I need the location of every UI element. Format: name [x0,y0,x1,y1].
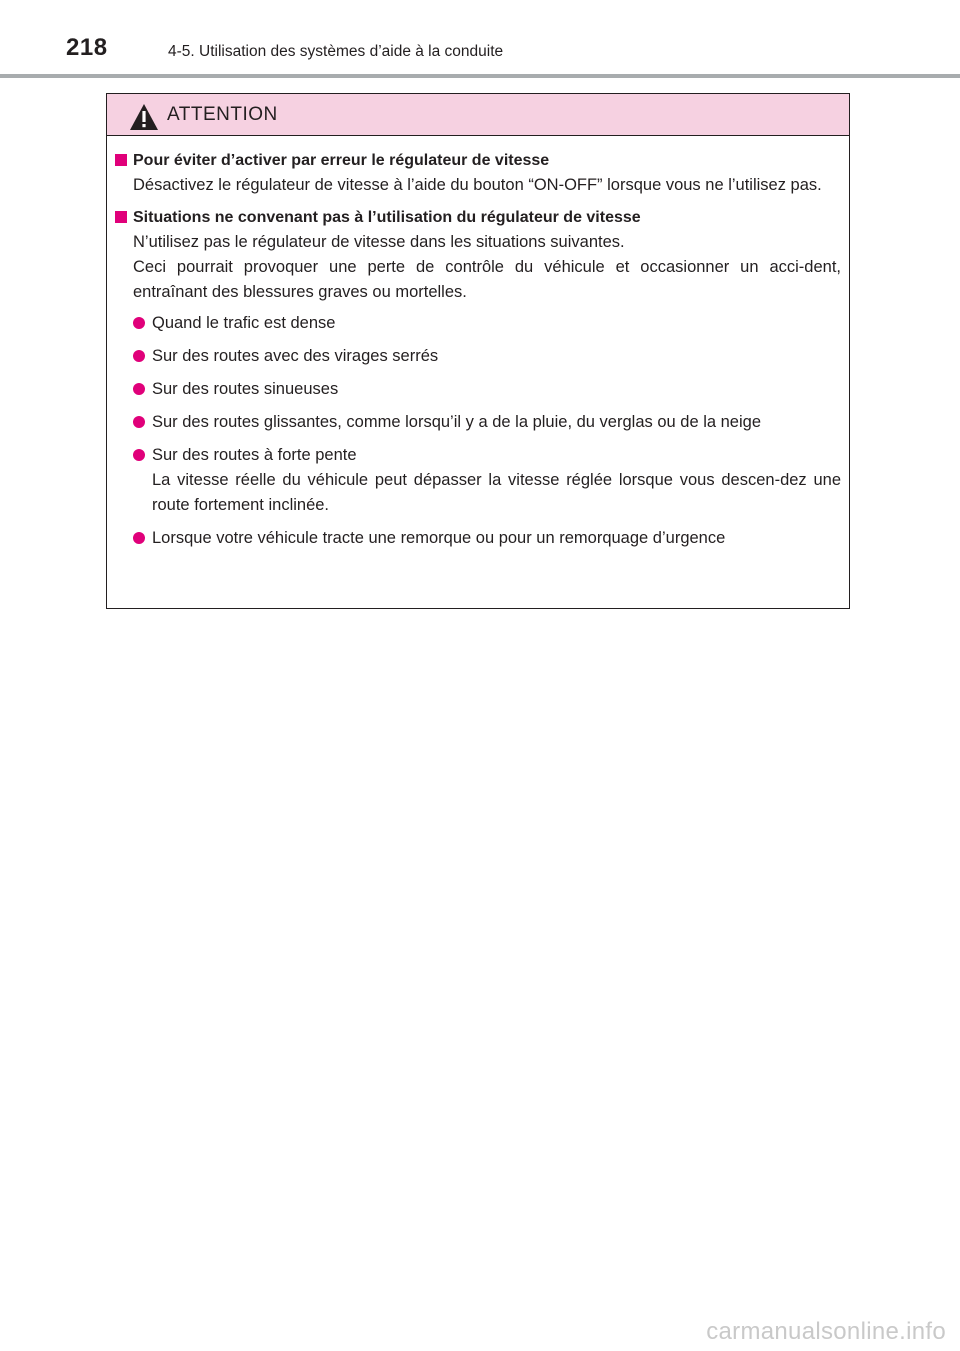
paragraph: N’utilisez pas le régulateur de vitesse dans les situations suivantes. [133,233,625,251]
section-heading-text: Situations ne convenant pas à l’utilisation du régulateur de vitesse [133,209,641,226]
list-item-text: Sur des routes à forte pente [152,446,357,464]
list-item [115,311,841,336]
list-item [115,344,841,369]
paragraph: Désactivez le régulateur de vitesse à l’aide du bouton “ON-OFF” lorsque vous ne l’utilisez pas. [133,176,822,194]
list-item-note: La vitesse réelle du véhicule peut dépasser la vitesse réglée lorsque vous descen-dez une route fortement inclinée. [152,471,841,514]
list-item-text: Quand le trafic est dense [152,314,336,332]
watermark: carmanualsonline.info [706,1318,946,1345]
caution-title: ATTENTION [167,103,278,125]
situation-list [115,311,841,551]
circle-bullet-icon [133,350,145,362]
caution-section-accidental-activation [115,148,841,198]
section-heading [115,205,841,230]
list-item-content [152,443,841,518]
square-bullet-icon [115,211,127,223]
list-item [115,377,841,402]
circle-bullet-icon [133,416,145,428]
caution-body [107,136,849,551]
list-item-text: Sur des routes avec des virages serrés [152,347,439,365]
circle-bullet-icon [133,532,145,544]
circle-bullet-icon [133,383,145,395]
page-number: 218 [66,34,108,61]
list-item [115,526,841,551]
caution-header [107,94,849,136]
list-item [115,410,841,435]
circle-bullet-icon [133,317,145,329]
warning-triangle-icon [129,103,159,131]
circle-bullet-icon [133,449,145,461]
section-heading-text: Pour éviter d’activer par erreur le régulateur de vitesse [133,152,550,169]
header-divider [0,74,960,78]
paragraph: Ceci pourrait provoquer une perte de contrôle du véhicule et occasionner un acci-dent, entraînant des blessures graves ou mortelles. [133,258,841,301]
section-title: 4-5. Utilisation des systèmes d’aide à la conduite [168,43,504,60]
square-bullet-icon [115,154,127,166]
list-item [115,443,841,518]
list-item-text: Lorsque votre véhicule tracte une remorque ou pour un remorquage d’urgence [152,529,726,547]
caution-section-unsuitable-situations [115,205,841,551]
caution-box [106,93,850,609]
list-item-text: Sur des routes glissantes, comme lorsqu’il y a de la pluie, du verglas ou de la neige [152,413,762,431]
section-heading [115,148,841,173]
list-item-text: Sur des routes sinueuses [152,380,339,398]
